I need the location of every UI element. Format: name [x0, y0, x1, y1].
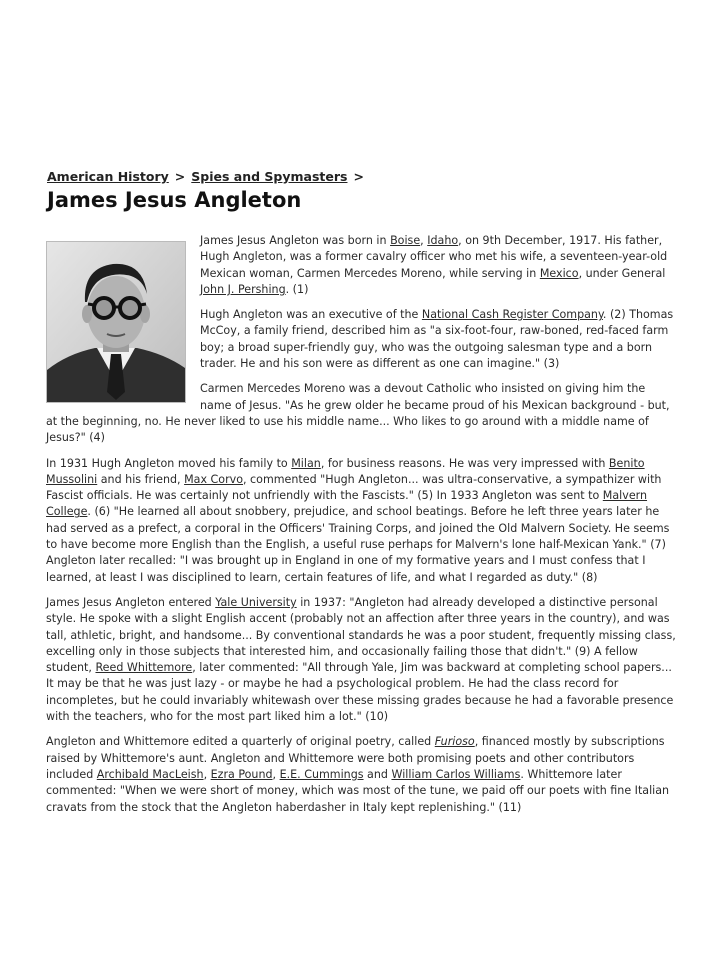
paragraph-father: Hugh Angleton was an executive of the National Cash Register Company. (2) Thomas McCoy, a family friend, described him as "a six-foot-four, raw-boned, red-faced farm boy; a broad super-friendly guy, who was the outgoing salesman type and a born trader. He and his son were as different as one can imagine." (3) [200, 308, 674, 371]
link-yale-university[interactable]: Yale University [215, 595, 297, 609]
link-benito-mussolini[interactable]: Benito Mussolini [46, 456, 645, 486]
article-body [46, 233, 680, 825]
breadcrumb-link-spies-and-spymasters[interactable]: Spies and Spymasters [191, 169, 348, 184]
link-ezra-pound[interactable]: Ezra Pound [210, 767, 273, 781]
link-boise[interactable]: Boise [390, 234, 421, 247]
paragraph-milan: In 1931 Hugh Angleton moved his family to Milan, for business reasons. He was very impressed with Benito Mussolini and his friend, Max Corvo, commented "Hugh Angleton... was ultra-conservative, a sympathizer with Fascist officials. He was certainly not unfriendly with the Fascists." (5) In 1933 Angleton was sent to Malvern College. (6) "He learned all about snobbery, prejudice, and school beatings. Before he left three years later he had served as a prefect, a corporal in the Officers' Training Corps, and joined the Old Malvern Society. He seems to have become more English than the English, a useful ruse perhaps for Malvern's lone half-Mexican Yank." (7) Angleton later recalled: "I was brought up in England in one of my formative years and I must confess that I learned, at least I was disciplined to learn, certain features of life, and what I regarded as duty." (8) [46, 456, 670, 584]
link-reed-whittemore[interactable]: Reed Whittemore [95, 661, 193, 675]
breadcrumb-separator: > [353, 169, 364, 184]
breadcrumb [47, 169, 370, 184]
paragraph-yale: James Jesus Angleton entered Yale University in 1937: "Angleton had already developed a distinctive personal style. He spoke with a slight English accent (probably not an affection after three years in the country), and was tall, athletic, bright, and handsome... By conventional standards he was a poor student, frequently missing class, excelling only in those subjects that interested him, and occasionally failing those that didn't." (9) A fellow student, Reed Whittemore, later commented: "All through Yale, Jim was backward at completing school papers... It may be that he was just lazy - or maybe he had a psychological problem. He had the class record for incompletes, but he could invariably whitewash over these missing grades because he had a favorable presence with the teachers, who for the most part liked him a lot." (10) [46, 595, 676, 724]
breadcrumb-link-american-history[interactable]: American History [47, 169, 169, 184]
link-william-carlos-williams[interactable]: William Carlos Williams [391, 767, 521, 781]
link-archibald-macleish[interactable]: Archibald MacLeish [96, 767, 204, 781]
link-mexico[interactable]: Mexico [539, 266, 579, 280]
paragraph-furioso: Angleton and Whittemore edited a quarterly of original poetry, called Furioso, financed mostly by subscriptions raised by Whittemore's aunt. Angleton and Whittemore were both promising poets and other contributors included Archibald MacLeish, Ezra Pound, E.E. Cummings and William Carlos Williams. Whittemore later commented: "When we were short of money, which was most of the tune, we paid off our poets with fine Italian cravats from the stock that the Angleton haberdasher in Italy kept replenishing." (11) [46, 735, 670, 814]
paragraph-birth: James Jesus Angleton was born in Boise, Idaho, on 9th December, 1917. His father, Hugh Angleton, was a former cavalry officer who met his wife, a seventeen-year-old Mexican woman, Carmen Mercedes Moreno, while serving in Mexico, under General John J. Pershing. (1) [200, 234, 668, 296]
page-title: James Jesus Angleton [47, 188, 302, 212]
portrait-image [47, 242, 185, 402]
link-idaho[interactable]: Idaho [427, 234, 459, 247]
paragraph-mother: Carmen Mercedes Moreno was a devout Catholic who insisted on giving him the name of Jesus. "As he grew older he became proud of his Mexican background - but, at the beginning, no. He never liked to use his middle name... Who likes to go around with a middle name of Jesus?" (4) [46, 382, 670, 445]
link-milan[interactable]: Milan [291, 456, 321, 470]
link-furioso[interactable]: Furioso [434, 735, 475, 749]
link-ee-cummings[interactable]: E.E. Cummings [279, 767, 364, 781]
portrait-photo [46, 241, 186, 403]
link-john-j-pershing[interactable]: John J. Pershing [200, 282, 286, 296]
link-malvern-college[interactable]: Malvern College [46, 489, 648, 519]
link-max-corvo[interactable]: Max Corvo [184, 472, 243, 486]
breadcrumb-separator: > [174, 169, 186, 184]
link-national-cash-register-company[interactable]: National Cash Register Company [421, 308, 603, 322]
